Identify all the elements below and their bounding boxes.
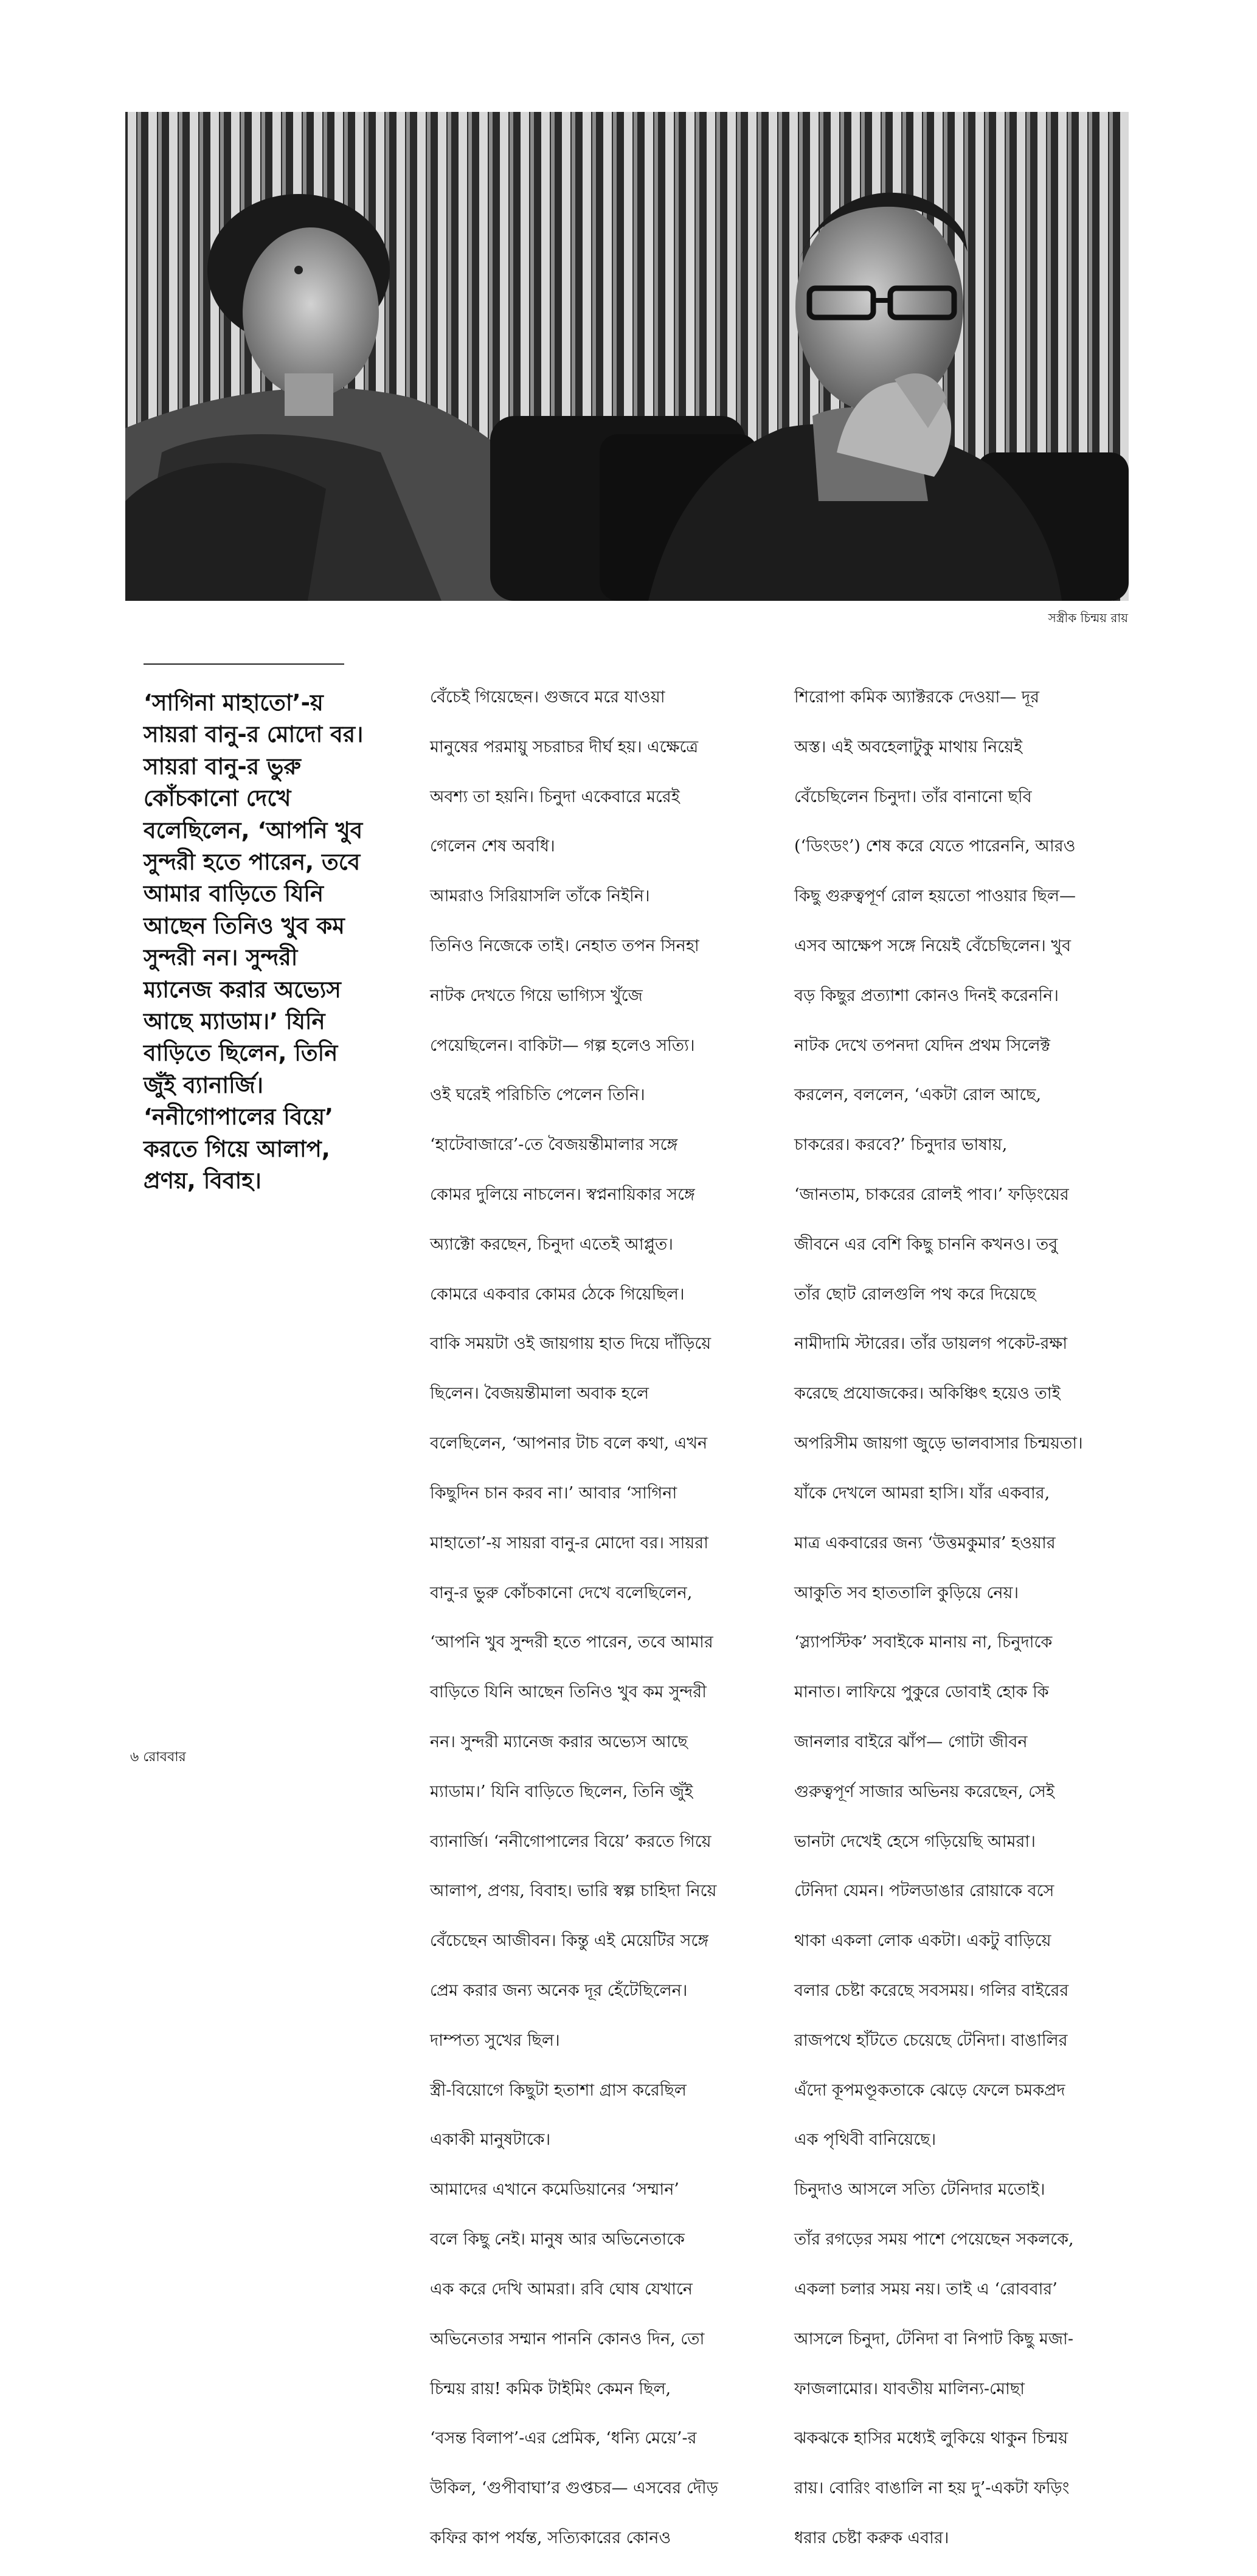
article-line: ‘জানতাম, চাকরের রোলই পাব।’ ফড়িংয়ের — [794, 1185, 1069, 1205]
article-line: কোমরে একবার কোমর ঠেকে গিয়েছিল। — [430, 1284, 685, 1304]
pull-quote — [144, 687, 381, 1197]
article-line: বেঁচেছিলেন চিনুদা। তাঁর বানানো ছবি — [794, 787, 1032, 806]
article-line: ফাজলামোর। যাবতীয় মালিন্য-মোছা — [794, 2379, 1025, 2398]
article-line: মানাত। লাফিয়ে পুকুরে ডোবাই হোক কি — [794, 1683, 1049, 1702]
article-line: পেয়েছিলেন। বাকিটা— গল্প হলেও সত্যি। — [430, 1036, 695, 1055]
article-line: কিছু গুরুত্বপূর্ণ রোল হয়তো পাওয়ার ছিল— — [794, 887, 1076, 906]
article-line: ‘স্ল্যাপস্টিক’ সবাইকে মানায় না, চিনুদাকে — [794, 1633, 1053, 1652]
article-line: স্ত্রী-বিয়োগে কিছুটা হতাশা গ্রাস করেছিল — [430, 2080, 687, 2100]
pull-quote-line: বলেছিলেন, ‘আপনি খুব — [144, 817, 363, 843]
pull-quote-line: আমার বাড়িতে যিনি — [144, 881, 324, 907]
article-line: কফির কাপ পর্যন্ত, সত্যিকারের কোনও — [430, 2528, 671, 2547]
article-line: বেঁচেছেন আজীবন। কিন্তু এই মেয়েটির সঙ্গে — [430, 1931, 709, 1951]
article-line: কিছুদিন চান করব না।’ আবার ‘সাগিনা — [430, 1483, 677, 1503]
article-line: অপরিসীম জায়গা জুড়ে ভালবাসার চিন্ময়তা। — [794, 1434, 1083, 1453]
article-line: টেনিদা যেমন। পটলডাঙার রোয়াকে বসে — [794, 1882, 1054, 1901]
pull-quote-line: আছে ম্যাডাম।’ যিনি — [144, 1008, 325, 1035]
pull-quote-line: ম্যানেজ করার অভ্যেস — [144, 976, 341, 1003]
article-line: মাত্র একবারের জন্য ‘উত্তমকুমার’ হওয়ার — [794, 1533, 1056, 1553]
article-line: রায়। বোরিং বাঙালি না হয় দু’-একটা ফড়িং — [794, 2479, 1070, 2498]
article-line: ওই ঘরেই পরিচিতি পেলেন তিনি। — [430, 1085, 645, 1105]
article-line: একলা চলার সময় নয়। তাই এ ‘রোববার’ — [794, 2279, 1058, 2299]
article-column-1 — [430, 660, 770, 2576]
article-line: অস্ত। এই অবহেলাটুকু মাথায় নিয়েই — [794, 737, 1023, 757]
article-line: তাঁর রগড়ের সময় পাশে পেয়েছেন সকলকে, — [794, 2230, 1074, 2249]
article-line: মানুষের পরমায়ু সচরাচর দীর্ঘ হয়। এক্ষেত্রে — [430, 737, 699, 757]
pull-quote-line: আছেন তিনিও খুব কম — [144, 912, 345, 939]
article-line: গুরুত্বপূর্ণ সাজার অভিনয় করেছেন, সেই — [794, 1782, 1054, 1801]
article-line: ‘বসন্ত বিলাপ’-এর প্রেমিক, ‘ধন্যি মেয়ে’-র — [430, 2429, 697, 2448]
article-line: বলে কিছু নেই। মানুষ আর অভিনেতাকে — [430, 2230, 685, 2249]
article-line: নন। সুন্দরী ম্যানেজ করার অভ্যেস আছে — [430, 1732, 688, 1751]
article-line: করলেন, বললেন, ‘একটা রোল আছে, — [794, 1085, 1042, 1105]
article-line: জানলার বাইরে ঝাঁপ— গোটা জীবন — [794, 1732, 1028, 1751]
article-line: অভিনেতার সম্মান পাননি কোনও দিন, তো — [430, 2329, 705, 2349]
article-line: নামীদামি স্টারের। তাঁর ডায়লগ পকেট-রক্ষা — [794, 1334, 1068, 1354]
pull-quote-line: সুন্দরী হতে পারেন, তবে — [144, 849, 361, 876]
article-line: এসব আক্ষেপ সঙ্গে নিয়েই বেঁচেছিলেন। খুব — [794, 936, 1072, 955]
article-line: বলার চেষ্টা করেছে সবসময়। গলির বাইরের — [794, 1981, 1069, 2001]
pull-quote-line: সায়রা বানু-র ভুরু — [144, 753, 301, 780]
article-line: করেছে প্রযোজকের। অকিঞ্চিৎ হয়েও তাই — [794, 1384, 1061, 1404]
article-line: বড় কিছুর প্রত্যাশা কোনও দিনই করেননি। — [794, 986, 1059, 1005]
article-line: অবশ্য তা হয়নি। চিনুদা একেবারে মরেই — [430, 787, 680, 806]
article-line: বেঁচেই গিয়েছেন। গুজবে মরে যাওয়া — [430, 687, 665, 707]
article-line: আমাদের এখানে কমেডিয়ানের ‘সম্মান’ — [430, 2180, 679, 2200]
pull-quote-line: সায়রা বানু-র মোদো বর। — [144, 721, 364, 748]
portrait-photo — [125, 112, 1129, 601]
page-folio: ৬ রোববার — [130, 1750, 186, 1765]
article-line: নাটক দেখতে গিয়ে ভাগ্যিস খুঁজে — [430, 986, 643, 1005]
article-line: উকিল, ‘গুপীবাঘা’র গুপ্তচর— এসবের দৌড় — [430, 2479, 718, 2498]
article-line: শিরোপা কমিক অ্যাক্টরকে দেওয়া— দূর — [794, 687, 1039, 707]
article-line: আলাপ, প্রণয়, বিবাহ। ভারি স্বল্প চাহিদা নিয়ে — [430, 1882, 717, 1901]
pull-quote-line: সুন্দরী নন। সুন্দরী — [144, 944, 298, 971]
article-line: আকুতি সব হাততালি কুড়িয়ে নেয়। — [794, 1583, 1019, 1602]
article-line: আমরাও সিরিয়াসলি তাঁকে নিইনি। — [430, 887, 650, 906]
article-line: রাজপথে হাঁটতে চেয়েছে টেনিদা। বাঙালির — [794, 2031, 1068, 2050]
article-line: বানু-র ভুরু কোঁচকানো দেখে বলেছিলেন, — [430, 1583, 693, 1602]
article-line: বাড়িতে যিনি আছেন তিনিও খুব কম সুন্দরী — [430, 1683, 707, 1702]
pull-quote-line: ‘সাগিনা মাহাতো’-য় — [144, 690, 324, 716]
article-line: এক করে দেখি আমরা। রবি ঘোষ যেখানে — [430, 2279, 693, 2299]
article-line: নাটক দেখে তপনদা যেদিন প্রথম সিলেক্ট — [794, 1036, 1050, 1055]
article-line: থাকা একলা লোক একটা। একটু বাড়িয়ে — [794, 1931, 1051, 1951]
pull-quote-line: বাড়িতে ছিলেন, তিনি — [144, 1040, 338, 1067]
pull-quote-rule — [144, 663, 344, 665]
article-line: চিনুদাও আসলে সত্যি টেনিদার মতোই। — [794, 2180, 1045, 2200]
article-line: এঁদো কূপমণ্ডূকতাকে ঝেড়ে ফেলে চমকপ্রদ — [794, 2080, 1065, 2100]
article-line: ম্যাডাম।’ যিনি বাড়িতে ছিলেন, তিনি জুঁই — [430, 1782, 693, 1801]
pull-quote-line: করতে গিয়ে আলাপ, — [144, 1135, 330, 1162]
article-line: কোমর দুলিয়ে নাচলেন। স্বপ্ননায়িকার সঙ্গে — [430, 1185, 695, 1205]
article-line: (‘ডিংডং’) শেষ করে যেতে পারেননি, আরও — [794, 837, 1076, 856]
article-line: গেলেন শেষ অবধি। — [430, 837, 555, 856]
article-line: ভানটা দেখেই হেসে গড়িয়েছি আমরা। — [794, 1832, 1036, 1851]
article-line: ঝকঝকে হাসির মধ্যেই লুকিয়ে থাকুন চিন্ময় — [794, 2429, 1068, 2448]
article-line: ছিলেন। বৈজয়ন্তীমালা অবাক হলে — [430, 1384, 649, 1404]
article-line: এক পৃথিবী বানিয়েছে। — [794, 2130, 937, 2150]
article-line: ‘হাটেবাজারে’-তে বৈজয়ন্তীমালার সঙ্গে — [430, 1135, 678, 1155]
article-column-2 — [794, 660, 1135, 2576]
article-line: জীবনে এর বেশি কিছু চাননি কখনও। তবু — [794, 1234, 1058, 1254]
article-line: আসলে চিনুদা, টেনিদা বা নিপাট কিছু মজা- — [794, 2329, 1073, 2349]
article-line: চাকরের। করবে?’ চিনুদার ভাষায়, — [794, 1135, 1008, 1155]
photo-caption: সস্ত্রীক চিন্ময় রায় — [1048, 611, 1128, 625]
article-line: প্রেম করার জন্য অনেক দূর হেঁটেছিলেন। — [430, 1981, 688, 2001]
article-line: অ্যাক্টো করছেন, চিনুদা এতেই আপ্লুত। — [430, 1234, 673, 1254]
article-line: ধরার চেষ্টা করুক এবার। — [794, 2528, 949, 2547]
article-line: বাকি সময়টা ওই জায়গায় হাত দিয়ে দাঁড়িয়ে — [430, 1334, 712, 1354]
article-line: ‘আপনি খুব সুন্দরী হতে পারেন, তবে আমার — [430, 1633, 713, 1652]
pull-quote-line: কোঁচকানো দেখে — [144, 785, 291, 812]
article-line: ব্যানার্জি। ‘ননীগোপালের বিয়ে’ করতে গিয়ে — [430, 1832, 712, 1851]
pull-quote-line: জুঁই ব্যানার্জি। — [144, 1072, 264, 1098]
photo-icon — [125, 112, 1129, 601]
article-line: মাহাতো’-য় সায়রা বানু-র মোদো বর। সায়রা — [430, 1533, 708, 1553]
pull-quote-line: ‘ননীগোপালের বিয়ে’ — [144, 1104, 334, 1130]
pull-quote-line: প্রণয়, বিবাহ। — [144, 1168, 261, 1194]
article-line: বলেছিলেন, ‘আপনার টাচ বলে কথা, এখন — [430, 1434, 708, 1453]
article-line: তাঁর ছোট রোলগুলি পথ করে দিয়েছে — [794, 1284, 1036, 1304]
article-line: তিনিও নিজেকে তাই। নেহাত তপন সিনহা — [430, 936, 699, 955]
article-line: একাকী মানুষটাকে। — [430, 2130, 551, 2150]
article-line: চিন্ময় রায়! কমিক টাইমিং কেমন ছিল, — [430, 2379, 671, 2398]
article-line: যাঁকে দেখলে আমরা হাসি। যাঁর একবার, — [794, 1483, 1050, 1503]
article-line: দাম্পত্য সুখের ছিল। — [430, 2031, 560, 2050]
